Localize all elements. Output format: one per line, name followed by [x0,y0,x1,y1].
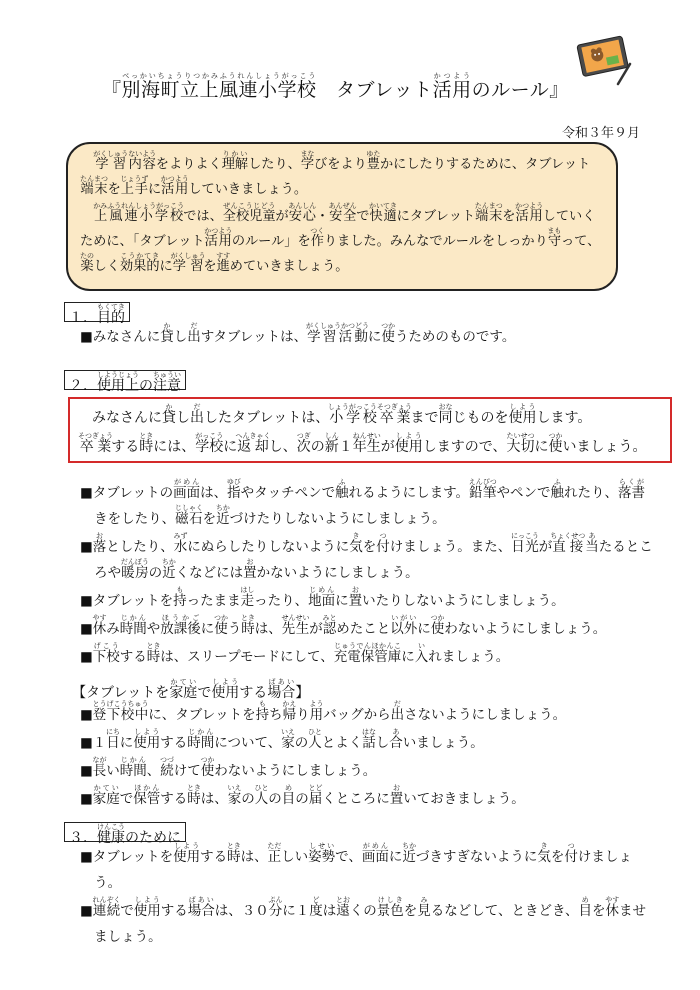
notice-line-1: みなさんに貸かし出だしたタブレットは、小学校卒業しょうがっこうそつぎょうまで同おなじものを使用しようします。 [92,403,592,426]
list-item: ■下校げこうする時ときは、スリープモードにして、充電保管庫じゅうでんほかんこに入いれましょう。 [80,642,510,665]
list-item: ■登下校中とうげこうちゅうに、タブレットを持もち帰かえり用ようバッグから出ださないようにしましょう。 [80,700,567,723]
list-item: ■家庭かていで保管ほかんする時ときは、家いえの人ひとの目めの届とどくところに置おいておきましょう。 [80,784,525,807]
school-name: 別海町立上風連小学校べっかいちょうりつかみふうれんしょうがっこう [121,72,317,101]
home-use-heading: 【タブレットを家庭かていで使用しようする場合ばあい】 [72,678,310,701]
list-item: ■タブレットを持もったまま走はしったり、地面じめんに置おいたりしないようにしましょう。 [80,586,565,609]
document-title: 『別海町立上風連小学校べっかいちょうりつかみふうれんしょうがっこう タブレット活用かつようのルール』 [102,72,569,101]
intro-box [66,142,618,291]
document-date: 令和３年９月 [561,126,640,141]
list-item: ■みなさんに貸かし出だすタブレットは、学習活動がくしゅうかつどうに使つかうためのものです。 [80,322,516,345]
list-item: ■落おとしたり、水みずにぬらしたりしないように気きを付つけましょう。また、日光にっこうが直接ちょくせつ当あたるところや暖房だんぼうの近ちかくなどには置おかないようにしましょう。 [80,532,653,581]
notice-box [68,397,672,463]
section-3-body [80,842,655,950]
section-2-body [80,478,655,670]
list-item: ■連続れんぞくで使用しようする場合ばあいは、３０分ぷんに１度どは遠とおくの景色けしきを見みるなどして、ときどき、目めを休やすませましょう。 [80,896,646,945]
tablet-drawing-icon [574,30,634,86]
intro-paragraph-1: 学習がくしゅう内容ないようをよりよく理解りかいしたり、学まなびをより豊ゆたかにしたりするために、タブレット端末たんまつを上手じょうずに活用かつようしていきましょう。 [80,150,591,197]
notice-line-2: 卒業そつぎょうする時ときには、学校がっこうに返却へんきゃくし、次つぎの新しん１年生ねんせいが使用しようしますので、大切たいせつに使つかいましょう。 [78,432,647,455]
section-1-body [80,322,655,350]
intro-paragraph-2: 上風連小学校かみふうれんしょうがっこうでは、全校児童ぜんこうじどうが安心あんしん・安全あんぜんで快適かいてきにタブレット端末たんまつを活用かつようしていくために、「タブレット活用かつようのルール」を作つくりました。みんなでルールをしっかり守まもって、楽たのしく効果的こうかてきに学習がくしゅうを進すすめていきましょう。 [80,202,601,274]
section-1-heading: １．目的もくてき [64,298,130,322]
list-item: ■タブレットを使用しようする時ときは、正ただしい姿勢しせいで、画面がめんに近ちかづきすぎないように気きを付つけましょう。 [80,842,632,891]
list-item: ■長ながい時間じかん、続つづけて使つかわないようにしましょう。 [80,756,377,779]
home-use-body [80,700,655,812]
section-3-heading: ３．健康けんこうのために [64,818,186,842]
list-item: ■１日にちに使用しようする時間じかんについて、家いえの人ひととよく話はなし合あいましょう。 [80,728,484,751]
section-2-heading: ２．使用上しようじょうの注意ちゅうい [64,366,186,390]
list-item: ■タブレットの画面がめんは、指ゆびやタッチペンで触ふれるようにします。鉛筆えんぴつやペンで触ふれたり、落書らくがきをしたり、磁石じしゃくを近ちかづけたりしないようにしましょう。 [80,478,646,527]
list-item: ■休やすみ時間じかんや放課後ほうかごに使つかう時ときは、先生せんせいが認みとめたこと以外いがいに使つかわないようにしましょう。 [80,614,607,637]
